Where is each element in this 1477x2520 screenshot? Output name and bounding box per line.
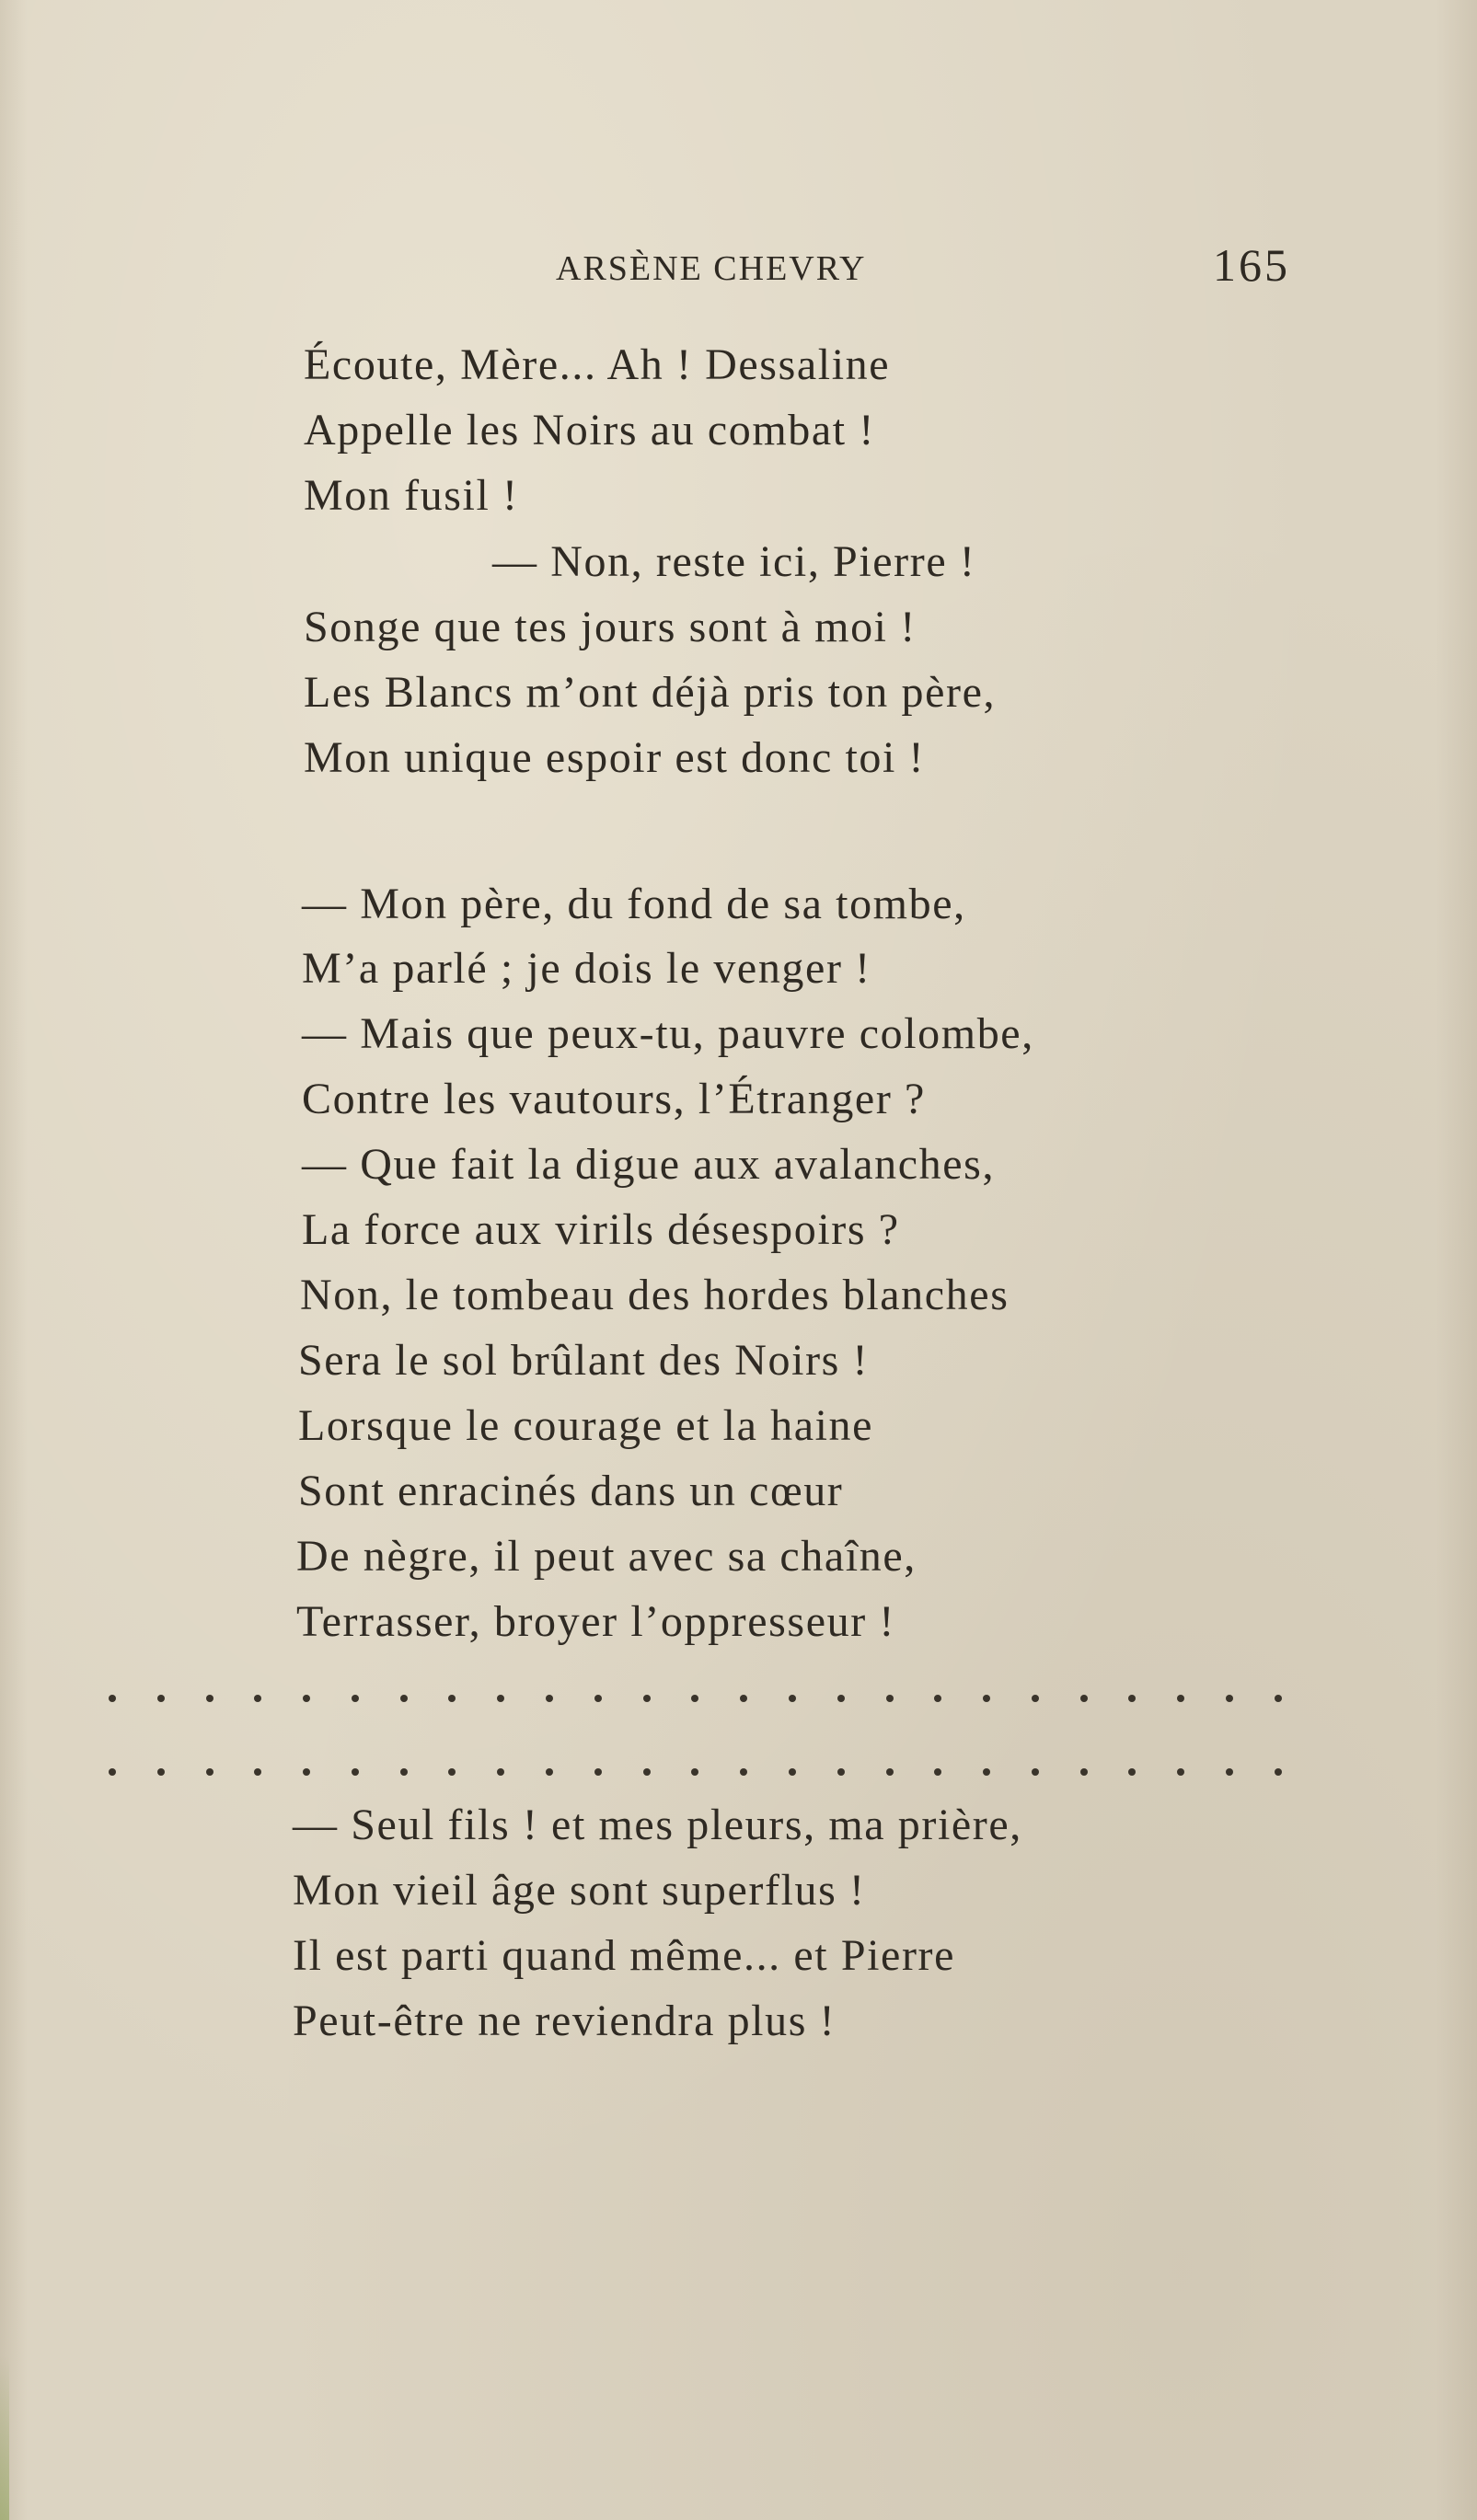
verse-line: Non, le tombeau des hordes blanches xyxy=(300,1271,1010,1319)
dot xyxy=(303,1768,310,1776)
dot xyxy=(1032,1695,1039,1702)
verse-line: La force aux virils désespoirs ? xyxy=(302,1205,900,1254)
dot xyxy=(352,1695,359,1702)
verse-line: Peut-être ne reviendra plus ! xyxy=(293,1996,837,2045)
dot xyxy=(303,1695,310,1702)
verse-line: — Mon père, du fond de sa tombe, xyxy=(302,880,966,928)
verse-line: — Non, reste ici, Pierre ! xyxy=(492,537,976,586)
dot xyxy=(497,1695,504,1702)
dot xyxy=(837,1695,845,1702)
verse-line: — Que fait la digue aux avalanches, xyxy=(302,1140,996,1189)
dot xyxy=(934,1768,941,1776)
dot xyxy=(740,1695,747,1702)
dot xyxy=(206,1768,213,1776)
dot xyxy=(109,1768,116,1776)
dot xyxy=(1128,1768,1136,1776)
verse-line: Appelle les Noirs au combat ! xyxy=(304,406,875,455)
dot xyxy=(448,1768,456,1776)
dot xyxy=(206,1695,213,1702)
dot xyxy=(254,1768,261,1776)
dot xyxy=(594,1768,602,1776)
dot xyxy=(1275,1768,1282,1776)
dot xyxy=(448,1695,456,1702)
dot xyxy=(837,1768,845,1776)
verse-line: Contre les vautours, l’Étranger ? xyxy=(302,1075,926,1123)
dot xyxy=(740,1768,747,1776)
verse-line: Écoute, Mère... Ah ! Dessaline xyxy=(304,340,891,389)
dot xyxy=(1226,1695,1233,1702)
verse-line: Sont enracinés dans un cœur xyxy=(298,1467,844,1515)
dot xyxy=(352,1768,359,1776)
dot xyxy=(594,1695,602,1702)
dot xyxy=(1032,1768,1039,1776)
verse-line: Mon vieil âge sont superflus ! xyxy=(293,1866,866,1915)
verse-line: — Mais que peux-tu, pauvre colombe, xyxy=(302,1009,1034,1058)
dot xyxy=(254,1695,261,1702)
verse-line: Songe que tes jours sont à moi ! xyxy=(304,603,917,651)
dot xyxy=(886,1695,894,1702)
dot xyxy=(497,1768,504,1776)
verse-line: De nègre, il peut avec sa chaîne, xyxy=(296,1532,917,1581)
page-number: 165 xyxy=(1213,239,1290,291)
dot xyxy=(691,1768,698,1776)
dot xyxy=(983,1695,990,1702)
dot xyxy=(1080,1695,1088,1702)
dot xyxy=(109,1695,116,1702)
dot xyxy=(1128,1695,1136,1702)
dot xyxy=(546,1695,553,1702)
dot xyxy=(400,1695,408,1702)
dot xyxy=(691,1695,698,1702)
dot xyxy=(400,1768,408,1776)
dot xyxy=(643,1768,651,1776)
dot xyxy=(546,1768,553,1776)
verse-line: Les Blancs m’ont déjà pris ton père, xyxy=(304,668,997,717)
verse-line: Terrasser, broyer l’oppresseur ! xyxy=(296,1597,895,1646)
dot xyxy=(1080,1768,1088,1776)
dot xyxy=(886,1768,894,1776)
dot xyxy=(1177,1768,1184,1776)
page-edge-shadow xyxy=(0,2355,9,2520)
dot xyxy=(1177,1695,1184,1702)
verse-line: Il est parti quand même... et Pierre xyxy=(293,1931,956,1980)
dot xyxy=(1275,1695,1282,1702)
dot xyxy=(789,1695,796,1702)
dot xyxy=(157,1695,165,1702)
verse-line: Lorsque le courage et la haine xyxy=(298,1401,874,1450)
dot xyxy=(157,1768,165,1776)
verse-line: Mon unique espoir est donc toi ! xyxy=(304,733,926,782)
ellipsis-row xyxy=(109,1689,1282,1708)
dot xyxy=(934,1695,941,1702)
verse-line: — Seul fils ! et mes pleurs, ma prière, xyxy=(293,1801,1022,1849)
verse-line: M’a parlé ; je dois le venger ! xyxy=(302,944,871,993)
verse-line: Mon fusil ! xyxy=(304,471,519,520)
running-title: ARSÈNE CHEVRY xyxy=(556,249,867,288)
dot xyxy=(1226,1768,1233,1776)
dot xyxy=(983,1768,990,1776)
ellipsis-row xyxy=(109,1763,1282,1781)
running-head xyxy=(0,241,1477,296)
dot xyxy=(789,1768,796,1776)
verse-line: Sera le sol brûlant des Noirs ! xyxy=(298,1336,870,1385)
dot xyxy=(643,1695,651,1702)
